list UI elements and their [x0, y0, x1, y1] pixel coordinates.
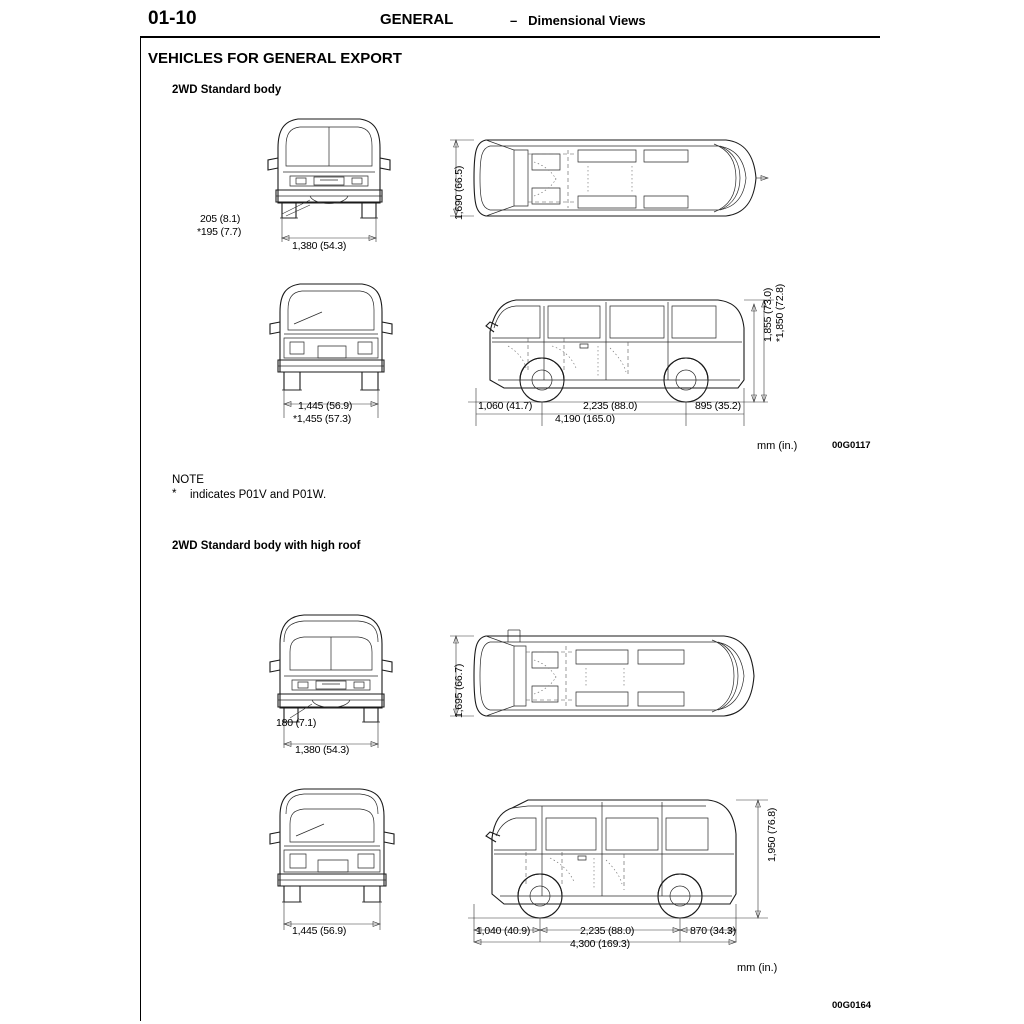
rear-view-high-roof-drawing — [250, 782, 420, 937]
dim-rear-width-standard: 1,445 (56.9) — [298, 400, 353, 412]
dim-plan-width-standard: 1,690 (66.5) — [453, 165, 465, 220]
header-title: GENERAL — [380, 11, 454, 28]
dim-height-high-roof: 1,950 (76.8) — [766, 807, 778, 862]
figure-code-high-roof: 00G0164 — [832, 1000, 872, 1011]
front-view-standard-drawing — [250, 106, 420, 256]
unit-note-standard: mm (in.) — [757, 440, 798, 452]
figure-code-standard: 00G0117 — [832, 440, 871, 451]
subsection-title-high-roof: 2WD Standard body with high roof — [172, 540, 361, 552]
note-text: indicates P01V and P01W. — [190, 489, 327, 501]
dim-front-track-offset-alt-standard: *195 (7.7) — [197, 226, 242, 238]
unit-note-high-roof: mm (in.) — [737, 962, 778, 974]
left-margin-rule — [140, 36, 141, 1021]
header-subtitle — [510, 13, 646, 28]
dim-front-overhang-standard: 1,060 (41.7) — [478, 400, 533, 412]
note-star: * — [172, 488, 177, 500]
note-label: NOTE — [172, 474, 204, 486]
plan-view-standard-drawing — [468, 110, 778, 260]
page-number: 01-10 — [148, 8, 197, 29]
dim-rear-width-alt-standard: *1,455 (57.3) — [293, 413, 352, 425]
dim-overall-length-standard: 4,190 (165.0) — [555, 413, 615, 425]
plan-view-high-roof-drawing — [468, 608, 778, 758]
dim-front-overhang-high-roof: 1,040 (40.9) — [476, 925, 531, 937]
dim-height-standard: 1,855 (73.0) — [762, 287, 774, 342]
dim-front-track-offset-standard: 205 (8.1) — [200, 213, 241, 225]
dim-front-track-offset-high-roof: 180 (7.1) — [276, 717, 317, 729]
dim-front-width-high-roof: 1,380 (54.3) — [295, 744, 350, 756]
page-header — [140, 8, 880, 38]
subsection-title-standard-body: 2WD Standard body — [172, 84, 282, 96]
dim-height-alt-standard: *1,850 (72.8) — [774, 283, 786, 342]
dim-front-width-standard: 1,380 (54.3) — [292, 240, 347, 252]
dim-wheelbase-standard: 2,235 (88.0) — [583, 400, 638, 412]
section-title: VEHICLES FOR GENERAL EXPORT — [148, 50, 402, 67]
dim-overall-length-high-roof: 4,300 (169.3) — [570, 938, 630, 950]
header-dash: – — [510, 13, 518, 28]
dim-wheelbase-high-roof: 2,235 (88.0) — [580, 925, 635, 937]
header-subtitle-text: Dimensional Views — [528, 13, 646, 28]
dim-rear-width-high-roof: 1,445 (56.9) — [292, 925, 347, 937]
dim-rear-overhang-high-roof: 870 (34.3) — [690, 925, 736, 937]
side-view-standard-drawing — [468, 276, 788, 436]
header-divider — [140, 36, 880, 38]
front-view-high-roof-drawing — [250, 608, 420, 758]
dim-rear-overhang-standard: 895 (35.2) — [695, 400, 741, 412]
dim-plan-width-high-roof: 1,695 (66.7) — [453, 663, 465, 718]
